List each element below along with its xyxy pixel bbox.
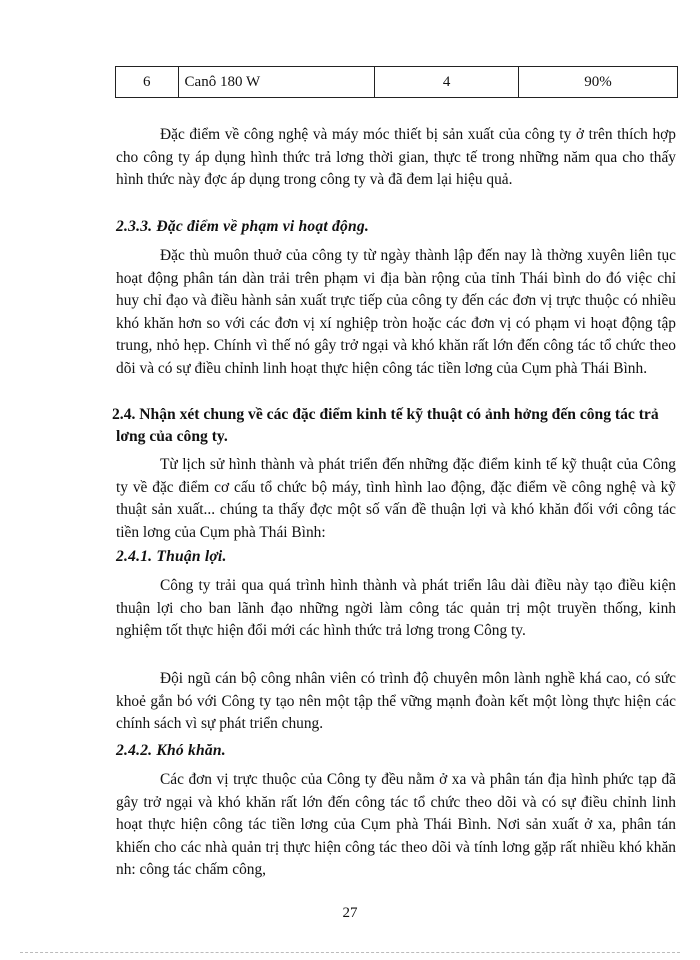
body-text: [116, 454, 676, 544]
heading-2-4-1: 2.4.1. Thuận lợi.: [116, 548, 227, 565]
paragraph-advantage-2: Đội ngũ cán bộ công nhân viên có trình độ chuyên môn lành nghề khá cao, có sức khoẻ gắn bó với Công ty tạo nên một tập thể vững mạnh đoàn kết một lòng thực hiện các chính sách vì sự phát triển chung.: [116, 670, 676, 732]
table-cell-index: 6: [116, 67, 179, 98]
section-2-4-1: [116, 546, 676, 568]
body-text: [116, 575, 676, 643]
equipment-table: [115, 66, 678, 98]
page-number: 27: [342, 905, 358, 921]
paragraph-technology: Đặc điểm về công nghệ và máy móc thiết bị sản xuất của công ty ở trên thích hợp cho công ty áp dụng hình thức trả lơng thời gian, thực tế trong những năm qua cho thấy hình thức này đợc áp dụng trong công ty và đã đem lại hiệu quả.: [116, 126, 676, 188]
paragraph-difficulty: Các đơn vị trực thuộc của Công ty đều nằm ở xa và phân tán địa hình phức tạp đã gây trở ngại và khó khăn rất lớn đến công tác tổ chức theo dõi và có sự điều chỉnh linh hoạt thực hiện công tác tiền lơng của Cụm phà Thái Bình. Nơi sản xuất ở xa, phân tán khiến cho các nhà quản trị thực hiện công tác theo dõi và tính lơng gặp rất nhiều khó khăn nh: công tác chấm công,: [116, 771, 676, 878]
section-2-4: [112, 404, 676, 448]
table-cell-percent: 90%: [519, 67, 678, 98]
body-text: [116, 124, 676, 192]
heading-2-4-2: 2.4.2. Khó khăn.: [116, 742, 226, 759]
paragraph-advantage-1: Công ty trải qua quá trình hình thành và phát triển lâu dài điều này tạo điều kiện thuận lợi cho ban lãnh đạo những ngời làm công tác quản trị một truyền thống, kinh nghiệm tốt thực hiện đổi mới các hình thức trả lơng trong Công ty.: [116, 577, 676, 639]
heading-2-4: 2.4. Nhận xét chung về các đặc điểm kinh tế kỹ thuật có ảnh hởng đến công tác trả lơng của công ty.: [112, 406, 659, 445]
paragraph-scope: Đặc thù muôn thuở của công ty từ ngày thành lập đến nay là thờng xuyên liên tục hoạt động phân tán dàn trải trên phạm vi địa bàn rộng của tỉnh Thái bình do đó việc chỉ huy chỉ đạo và điều hành sản xuất trực tiếp của công ty đến các đơn vị trực thuộc có nhiều khó khăn hơn so với các đơn vị xí nghiệp tròn hoặc các đơn vị có phạm vi hoạt động tập trung, nhỏ hẹp. Chính vì thế nó gây trở ngại và khó khăn rất lớn đến công tác tổ chức theo dõi và có sự điều chỉnh linh hoạt thực hiện công tác tiền lơng của Cụm phà Thái Bình.: [116, 247, 676, 377]
section-2-4-2: [116, 740, 676, 762]
body-text: [116, 245, 676, 380]
footer-divider: [20, 952, 680, 953]
heading-2-3-3: 2.3.3. Đặc điểm về phạm vi hoạt động.: [116, 218, 369, 235]
table-row: [116, 67, 678, 98]
section-2-3-3: [116, 216, 676, 238]
table-cell-name: Canô 180 W: [178, 67, 375, 98]
body-text: [116, 769, 676, 882]
table-cell-quantity: 4: [375, 67, 519, 98]
paragraph-overview: Từ lịch sử hình thành và phát triển đến những đặc điểm kinh tế kỹ thuật của Công ty về đặc điểm cơ cấu tổ chức bộ máy, tình hình lao động, đặc điểm về công nghệ và kỹ thuật sản xuất... chúng ta thấy đợc một số vấn đề thuận lợi và khó khăn đối với công tác tiền lơng của Cụm phà Thái Bình:: [116, 456, 676, 541]
body-text: [116, 668, 676, 736]
